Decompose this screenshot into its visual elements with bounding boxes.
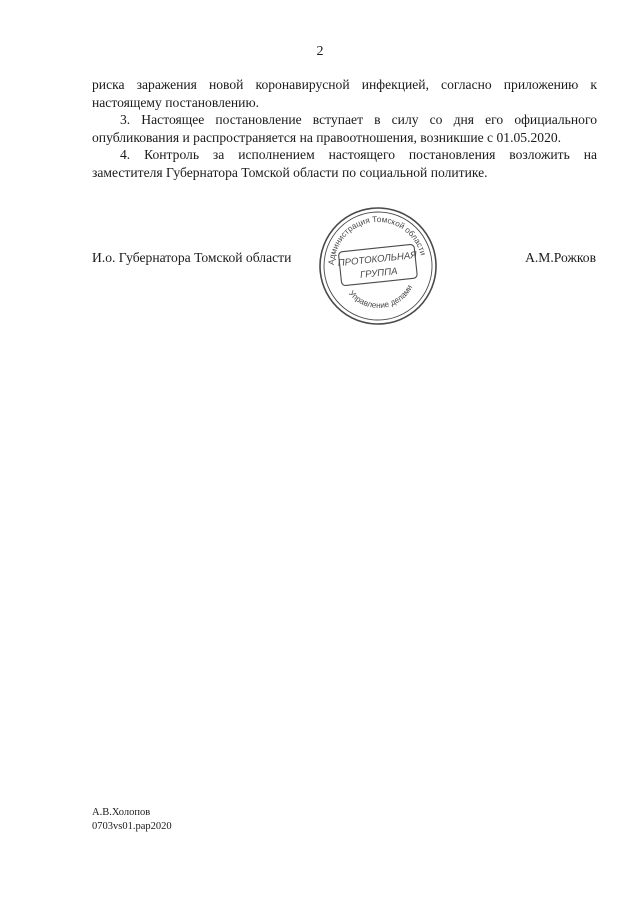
- stamp-outer-text: Администрация Томской области: [326, 214, 428, 266]
- page-number: 2: [316, 44, 324, 59]
- stamp-line-1: ПРОТОКОЛЬНАЯ: [337, 249, 418, 270]
- footer: [92, 806, 172, 834]
- signatory-position: И.о. Губернатора Томской области: [92, 250, 292, 265]
- footer-file-code: 0703vs01.pap2020: [92, 821, 172, 832]
- footer-author: А.В.Холопов: [92, 807, 151, 818]
- signatory-name: А.М.Рожков: [525, 250, 596, 265]
- stamp-line-2: ГРУППА: [359, 266, 399, 281]
- paragraph-continuation: риска заражения новой коронавирусной инфекцией, согласно приложению к настоящему постановлению.: [92, 77, 597, 110]
- paragraph-3: 3. Настоящее постановление вступает в силу со дня его официального опубликования и распространяется на правоотношения, возникшие с 01.05.2020.: [92, 112, 597, 145]
- stamp-bottom-text: Управление делами: [347, 283, 415, 310]
- official-stamp: [316, 204, 440, 328]
- paragraph-4: 4. Контроль за исполнением настоящего постановления возложить на заместителя Губернатора Томской области по социальной политике.: [92, 147, 597, 180]
- body-text: [92, 76, 597, 181]
